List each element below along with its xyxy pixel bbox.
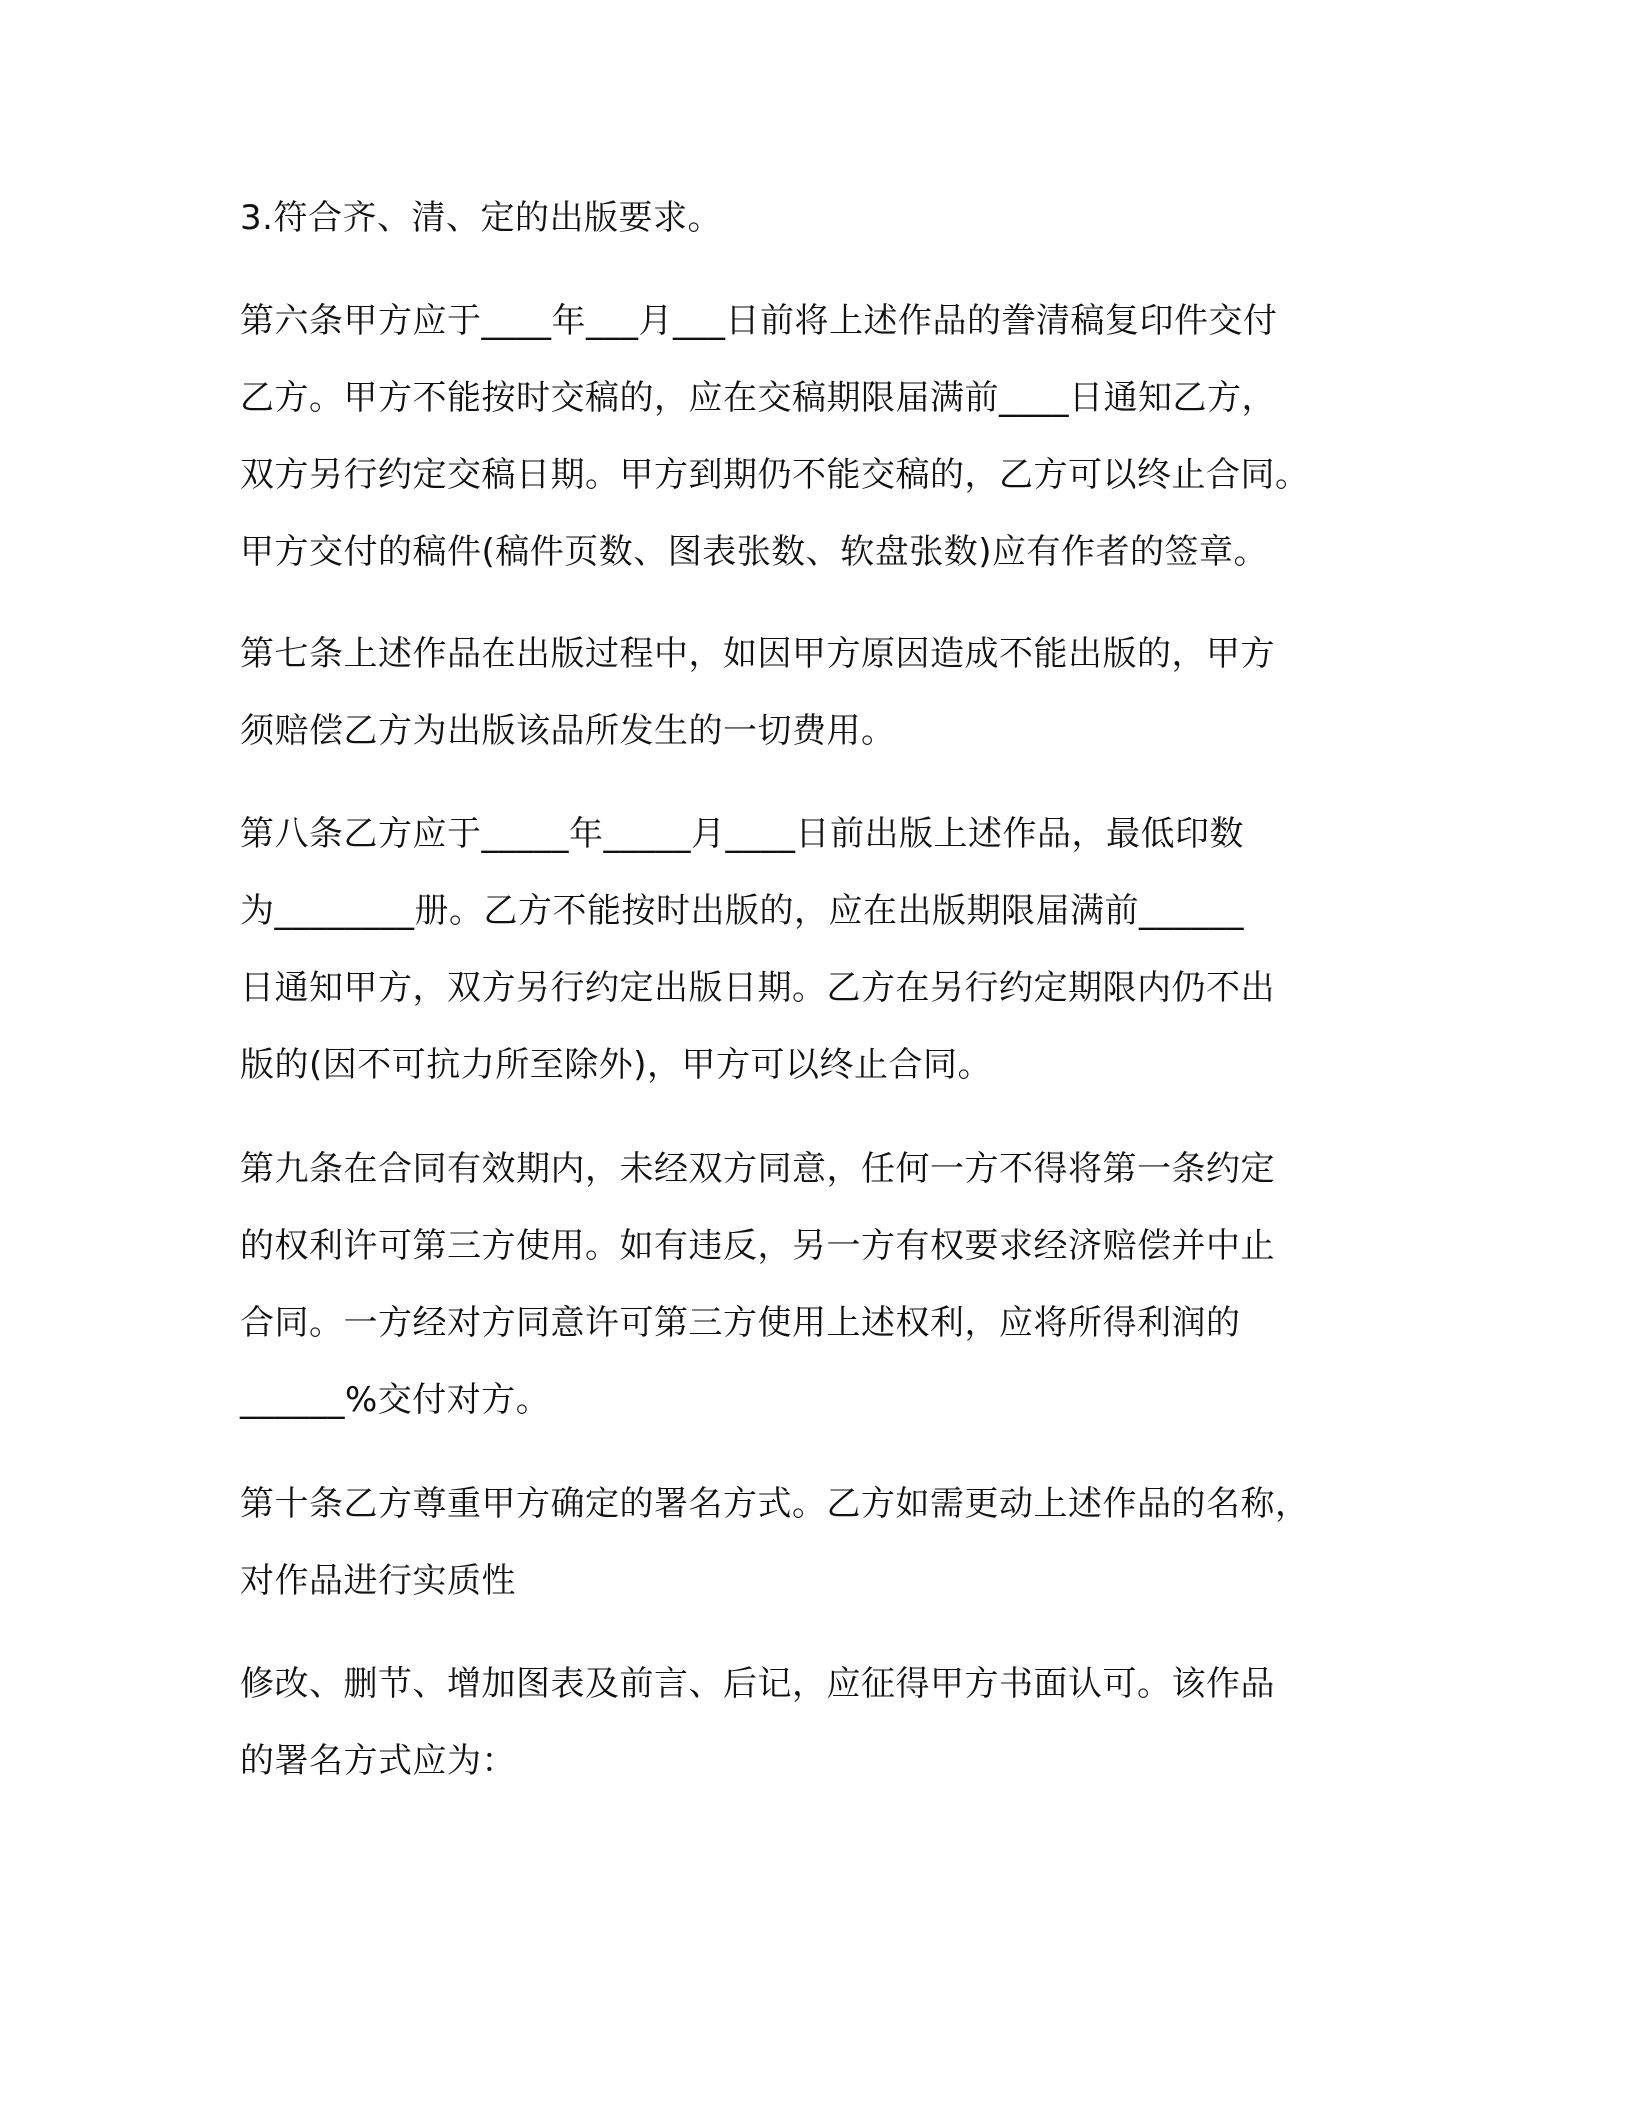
text-line: 合同。一方经对方同意许可第三方使用上述权利，应将所得利润的: [240, 1303, 1241, 1343]
text-line: 修改、删节、增加图表及前言、后记，应征得甲方书面认可。该作品: [240, 1664, 1275, 1704]
article-9-paragraph: [240, 1131, 1390, 1439]
article-8-paragraph: [240, 796, 1390, 1104]
text-line: 3.符合齐、清、定的出版要求。: [240, 198, 722, 238]
text-line: 日通知甲方，双方另行约定出版日期。乙方在另行约定期限内仍不出: [240, 968, 1275, 1008]
text-line: 对作品进行实质性: [240, 1561, 516, 1601]
text-line: 乙方。甲方不能按时交稿的，应在交稿期限届满前____日通知乙方，: [240, 378, 1276, 418]
article-10-continuation: [240, 1646, 1390, 1800]
text-line: 第七条上述作品在出版过程中，如因甲方原因造成不能出版的，甲方: [240, 634, 1275, 674]
text-line: 的权利许可第三方使用。如有违反，另一方有权要求经济赔偿并中止: [240, 1226, 1275, 1266]
text-line: 第十条乙方尊重甲方确定的署名方式。乙方如需更动上述作品的名称，: [240, 1484, 1310, 1524]
text-line: 须赔偿乙方为出版该品所发生的一切费用。: [240, 711, 896, 751]
text-line: 第九条在合同有效期内，未经双方同意，任何一方不得将第一条约定: [240, 1149, 1275, 1189]
text-line: ______%交付对方。: [240, 1380, 551, 1420]
article-7-paragraph: [240, 616, 1390, 770]
clause-3-requirement: [240, 180, 1390, 257]
text-line: 甲方交付的稿件(稿件页数、图表张数、软盘张数)应有作者的签章。: [240, 532, 1269, 572]
text-line: 的署名方式应为：: [240, 1741, 516, 1781]
text-line: 版的(因不可抗力所至除外)，甲方可以终止合同。: [240, 1045, 993, 1085]
text-line: 为________册。乙方不能按时出版的，应在出版期限届满前______: [240, 891, 1244, 931]
text-line: 第六条甲方应于____年___月___日前将上述作品的誊清稿复印件交付: [240, 301, 1278, 341]
text-line: 双方另行约定交稿日期。甲方到期仍不能交稿的，乙方可以终止合同。: [240, 455, 1310, 495]
article-6-paragraph: [240, 283, 1390, 591]
article-10-paragraph: [240, 1466, 1390, 1620]
text-line: 第八条乙方应于_____年_____月____日前出版上述作品，最低印数: [240, 814, 1244, 854]
